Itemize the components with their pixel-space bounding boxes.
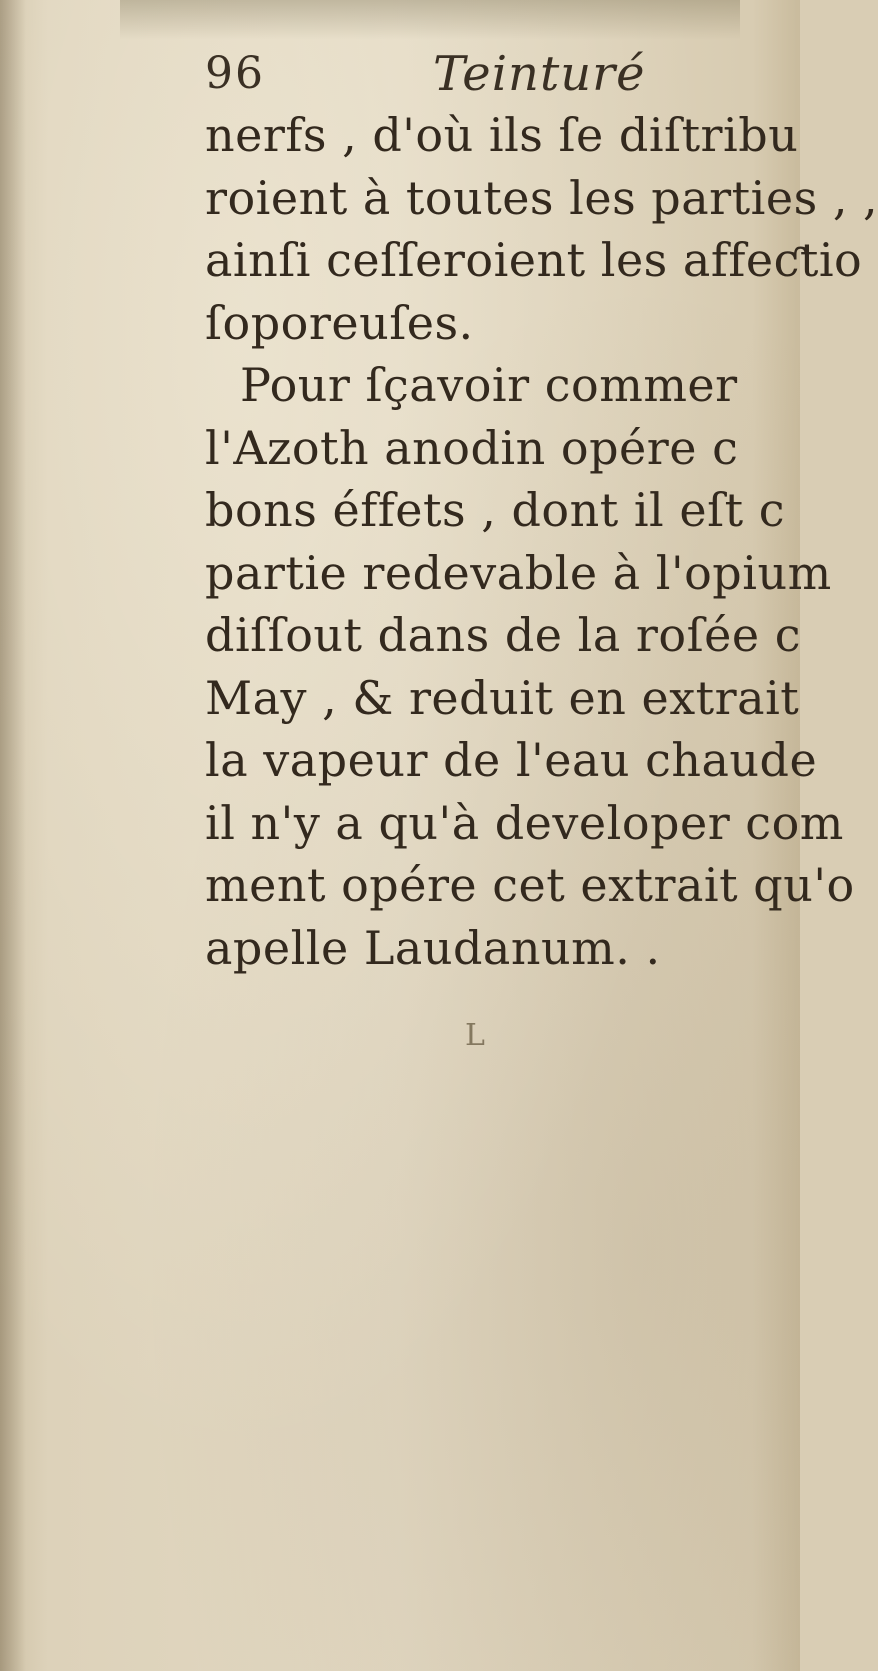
bottom-mark: L — [465, 1018, 485, 1053]
text-line: apelle Laudanum. . — [205, 920, 661, 975]
text-line: roient à toutes les parties , , — [205, 170, 878, 225]
page-number: 96 — [205, 48, 265, 99]
text-line: partie redevable à l'opium — [205, 545, 832, 600]
running-title: Teinturé — [433, 46, 646, 102]
text-line: il n'y a qu'à developer com — [205, 795, 844, 850]
text-line: nerfs , d'où ils ſe diſtribu — [205, 108, 799, 162]
body-text — [205, 104, 878, 979]
gutter-shadow — [0, 0, 26, 1671]
page-stain — [120, 0, 740, 40]
text-line: ſoporeuſes. — [205, 295, 474, 350]
text-line: ment opére cet extrait qu'o — [205, 858, 855, 912]
text-line: la vapeur de l'eau chaude — [205, 733, 818, 787]
text-line: May , & reduit en extrait — [205, 670, 800, 725]
text-line: l'Azoth anodin opére c — [205, 420, 739, 475]
running-head — [205, 44, 765, 104]
text-line: Pour ſçavoir commer — [240, 358, 738, 412]
text-line: diſſout dans de la roſée c — [205, 608, 801, 662]
text-line: ainſi ceſſeroient les affeƈtio — [205, 233, 863, 287]
text-line: bons éffets , dont il eſt c — [205, 483, 785, 537]
